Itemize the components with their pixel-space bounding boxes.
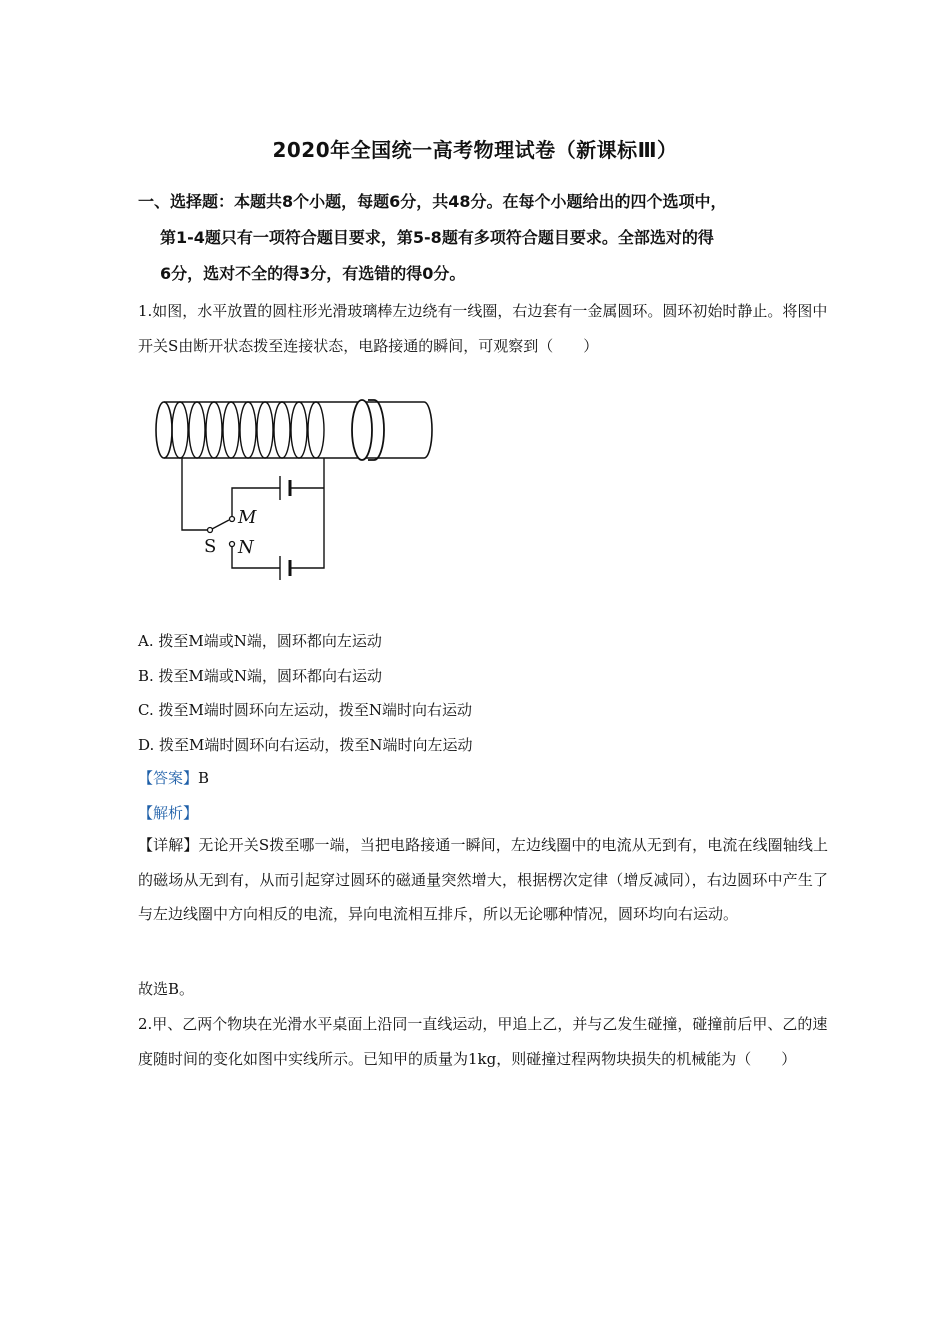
detail-explanation (138, 828, 828, 932)
label-s: S (204, 536, 217, 557)
analysis-tag: 【解析】 (138, 803, 199, 822)
option-c[interactable]: C. 拨至M端时圆环向左运动，拨至N端时向右运动 (138, 701, 472, 719)
section-line-1: 一、选择题：本题共8个小题，每题6分，共48分。在每个小题给出的四个选项中， (138, 192, 727, 211)
question-2-stem: 2.甲、乙两个物块在光滑水平桌面上沿同一直线运动，甲追上乙，并与乙发生碰撞，碰撞前后甲、乙的速度随时间的变化如图中实线所示。已知甲的质量为1kg，则碰撞过程两物块损失的机械能为（ ） (138, 1015, 828, 1068)
circuit-figure (150, 390, 440, 590)
option-d[interactable]: D. 拨至M端时圆环向右运动，拨至N端时向左运动 (138, 735, 473, 754)
conclusion: 故选B。 (138, 980, 195, 998)
section-heading (138, 184, 828, 292)
option-b[interactable]: B. 拨至M端或N端，圆环都向右运动 (138, 666, 383, 685)
battery-top (280, 476, 290, 500)
answer-block (138, 761, 828, 830)
answer-value: B (198, 769, 210, 787)
detail-text: 无论开关S拨至哪一端，当把电路接通一瞬间，左边线圈中的电流从无到有，电流在线圈轴线上的磁场从无到有，从而引起穿过圆环的磁通量突然增大，根据楞次定律（增反减同），右边圆环中产生了与左边线圈中方向相反的电流，异向电流相互排斥，所以无论哪种情况，圆环均向右运动。 (138, 836, 828, 923)
detail-tag: 【详解】 (138, 836, 199, 854)
section-line-2: 第1-4题只有一项符合题目要求，第5-8题有多项符合题目要求。全部选对的得 (160, 228, 714, 247)
metal-ring (352, 400, 384, 460)
answer-tag: 【答案】 (138, 769, 199, 787)
label-m: M (238, 507, 257, 528)
page-title: 2020年全国统一高考物理试卷（新课标Ⅲ） (272, 138, 678, 162)
answer-line (138, 761, 828, 796)
question-1-stem: 1.如图，水平放置的圆柱形光滑玻璃棒左边绕有一线圈，右边套有一金属圆环。圆环初始时静止。将图中开关S由断开状态拨至连接状态，电路接通的瞬间，可观察到（ ） (138, 302, 828, 355)
option-a[interactable]: A. 拨至M端或N端，圆环都向左运动 (138, 632, 382, 650)
section-line-3: 6分，选对不全的得3分，有选错的得0分。 (160, 264, 466, 283)
label-n: N (238, 537, 254, 558)
battery-bottom (280, 556, 290, 580)
coil (172, 402, 324, 458)
question-1-options (138, 624, 828, 762)
